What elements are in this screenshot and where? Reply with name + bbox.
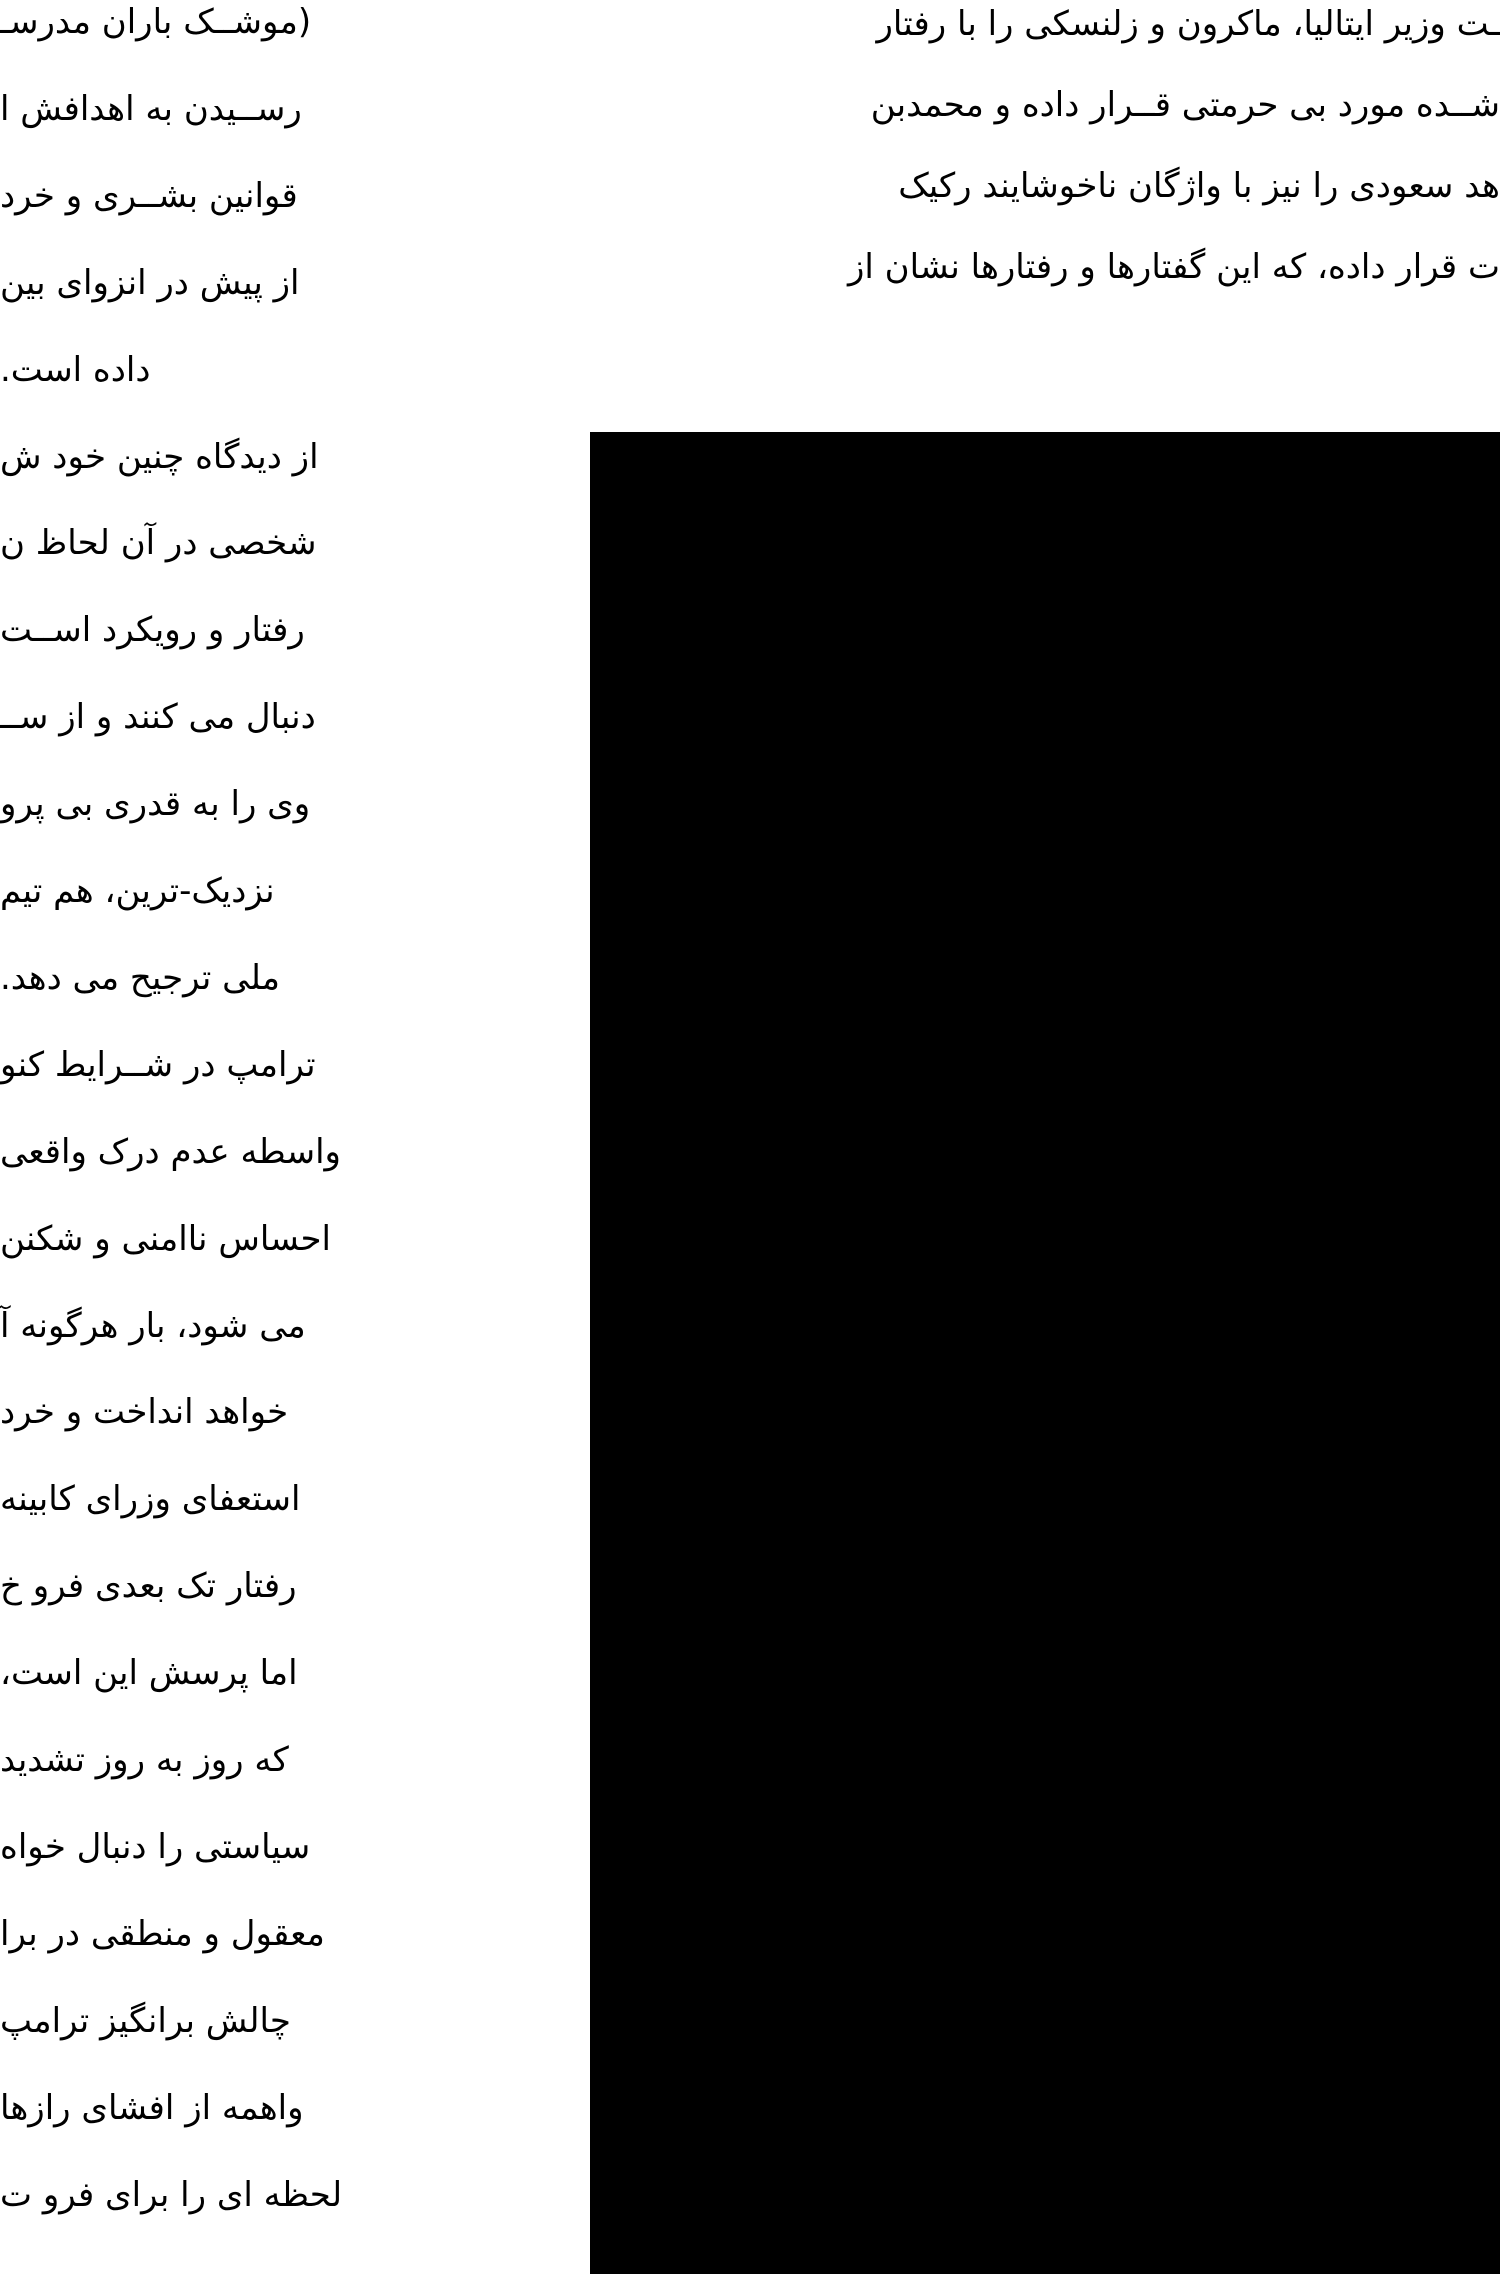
left-column-line: از دیدگاه چنین خود ش <box>0 436 319 477</box>
left-column-line: داده است. <box>0 349 151 390</box>
left-column-line: چالش برانگیز ترامپ <box>0 2000 291 2041</box>
right-column-line: هد سعودی را نیز با واژگان ناخوشایند رکیک <box>898 166 1500 206</box>
left-column-line: از پیش در انزوای بین <box>0 262 300 303</box>
left-column-line: قوانین بشــری و خرد <box>0 175 298 216</box>
left-column-line: رســیدن به اهدافش ا <box>0 88 302 129</box>
left-column-line: شخصی در آن لحاظ ن <box>0 523 317 564</box>
left-column-line: واسطه عدم درک واقعی <box>0 1131 341 1172</box>
left-column-line: (موشــک باران مدرسـ <box>0 2 312 42</box>
left-column-line: رفتار تک بعدی فرو خ <box>0 1566 297 1607</box>
left-column-line: دنبال می کنند و از ســ <box>0 697 316 738</box>
left-column-line: که روز به روز تشدید <box>0 1740 289 1780</box>
left-column-line: می شود، بار هرگونه آ <box>0 1305 306 1346</box>
black-image-block <box>590 432 1500 2274</box>
left-text-column <box>0 0 450 2274</box>
right-column-line: شــده مورد بی حرمتی قــرار داده و محمدبن <box>870 85 1500 125</box>
right-text-column <box>550 0 1500 330</box>
left-column-line: وی را به قدری بی پرو <box>0 784 311 825</box>
left-column-line: معقول و منطقی در برا <box>0 1913 325 1954</box>
left-column-line: احساس ناامنی و شکنن <box>0 1218 331 1259</box>
left-column-line: لحظه ای را برای فرو ت <box>0 2174 343 2215</box>
left-column-line: واهمه از افشای رازها <box>0 2087 304 2128</box>
left-column-line: سیاستی را دنبال خواه <box>0 1826 311 1867</box>
left-column-line: استعفای وزرای کابینه <box>0 1479 301 1520</box>
left-column-line: خواهد انداخت و خرد <box>0 1392 289 1433</box>
right-column-line: ت قرار داده، که این گفتارها و رفتارها نشان از <box>848 247 1500 287</box>
left-column-line: رفتار و رویکرد اســت <box>0 610 305 651</box>
left-column-line: اما پرسش این است، <box>0 1653 298 1694</box>
left-column-line: نزدیک-ترین، هم تیم <box>0 871 275 911</box>
left-column-line: ترامپ در شــرایط کنو <box>0 1044 316 1085</box>
right-column-line: ـت وزیر ایتالیا، ماکرون و زلنسکی را با رفتار <box>876 4 1500 44</box>
left-column-line: ملی ترجیح می دهد. <box>0 957 280 998</box>
